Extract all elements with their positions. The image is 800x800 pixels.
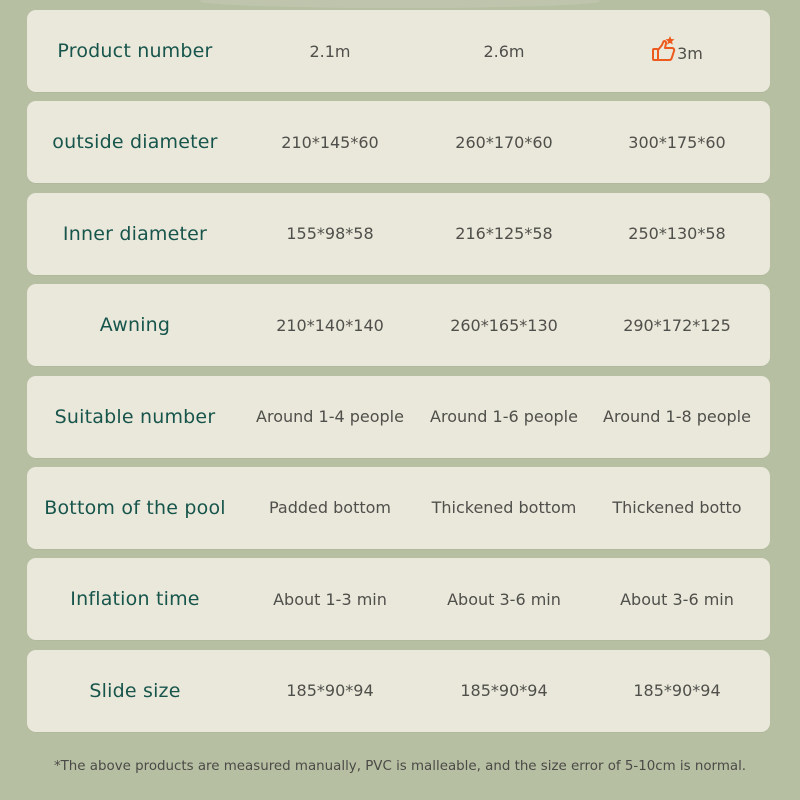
table-cell: 260*170*60 <box>455 132 553 152</box>
table-row-inflation-time <box>27 558 770 640</box>
table-row-slide-size <box>27 650 770 732</box>
decorative-top-arc <box>200 0 600 8</box>
row-label: Inner diameter <box>62 222 208 245</box>
table-cell: 300*175*60 <box>628 132 726 152</box>
table-row-bottom-of-pool <box>27 467 770 549</box>
table-cell: 185*90*94 <box>460 681 548 701</box>
table-cell: 210*145*60 <box>281 132 379 152</box>
table-cell: Thickened botto <box>612 498 742 518</box>
table-cell: About 1-3 min <box>273 589 387 609</box>
row-label: Suitable number <box>54 405 216 428</box>
table-cell-recommended <box>591 35 769 67</box>
row-label: Inflation time <box>70 588 200 611</box>
table-cell: Around 1-4 people <box>256 407 404 427</box>
table-row-awning <box>27 284 770 366</box>
table-cell: About 3-6 min <box>447 589 561 609</box>
table-row-product-number <box>27 10 770 92</box>
row-label: Awning <box>99 314 171 337</box>
table-cell: 2.6m <box>483 41 525 61</box>
row-label: outside diameter <box>52 131 218 154</box>
table-cell: Around 1-8 people <box>603 407 751 427</box>
table-cell: 3m <box>677 44 703 63</box>
table-cell: 155*98*58 <box>286 224 374 244</box>
table-cell: About 3-6 min <box>620 589 734 609</box>
table-cell: 185*90*94 <box>286 681 374 701</box>
table-cell: Padded bottom <box>269 498 391 518</box>
table-row-outside-diameter <box>27 101 770 183</box>
thumbs-up-star-icon <box>651 35 677 63</box>
recommended-value <box>651 35 703 63</box>
table-cell: Thickened bottom <box>431 498 577 518</box>
table-cell: 185*90*94 <box>633 681 721 701</box>
row-label: Product number <box>57 40 213 62</box>
table-row-suitable-number <box>27 376 770 458</box>
row-label: Slide size <box>89 679 181 702</box>
table-cell: 290*172*125 <box>623 315 731 335</box>
table-row-inner-diameter <box>27 193 770 275</box>
row-label: Bottom of the pool <box>44 496 226 519</box>
table-cell: 260*165*130 <box>450 315 558 335</box>
table-cell: Around 1-6 people <box>430 407 578 427</box>
table-cell: 2.1m <box>309 41 351 61</box>
footnote: *The above products are measured manually, PVC is malleable, and the size error of 5-10cm is normal. <box>53 759 747 774</box>
table-cell: 210*140*140 <box>276 315 384 335</box>
table-cell: 216*125*58 <box>455 224 553 244</box>
spec-table <box>27 10 770 741</box>
table-cell: 250*130*58 <box>628 224 726 244</box>
